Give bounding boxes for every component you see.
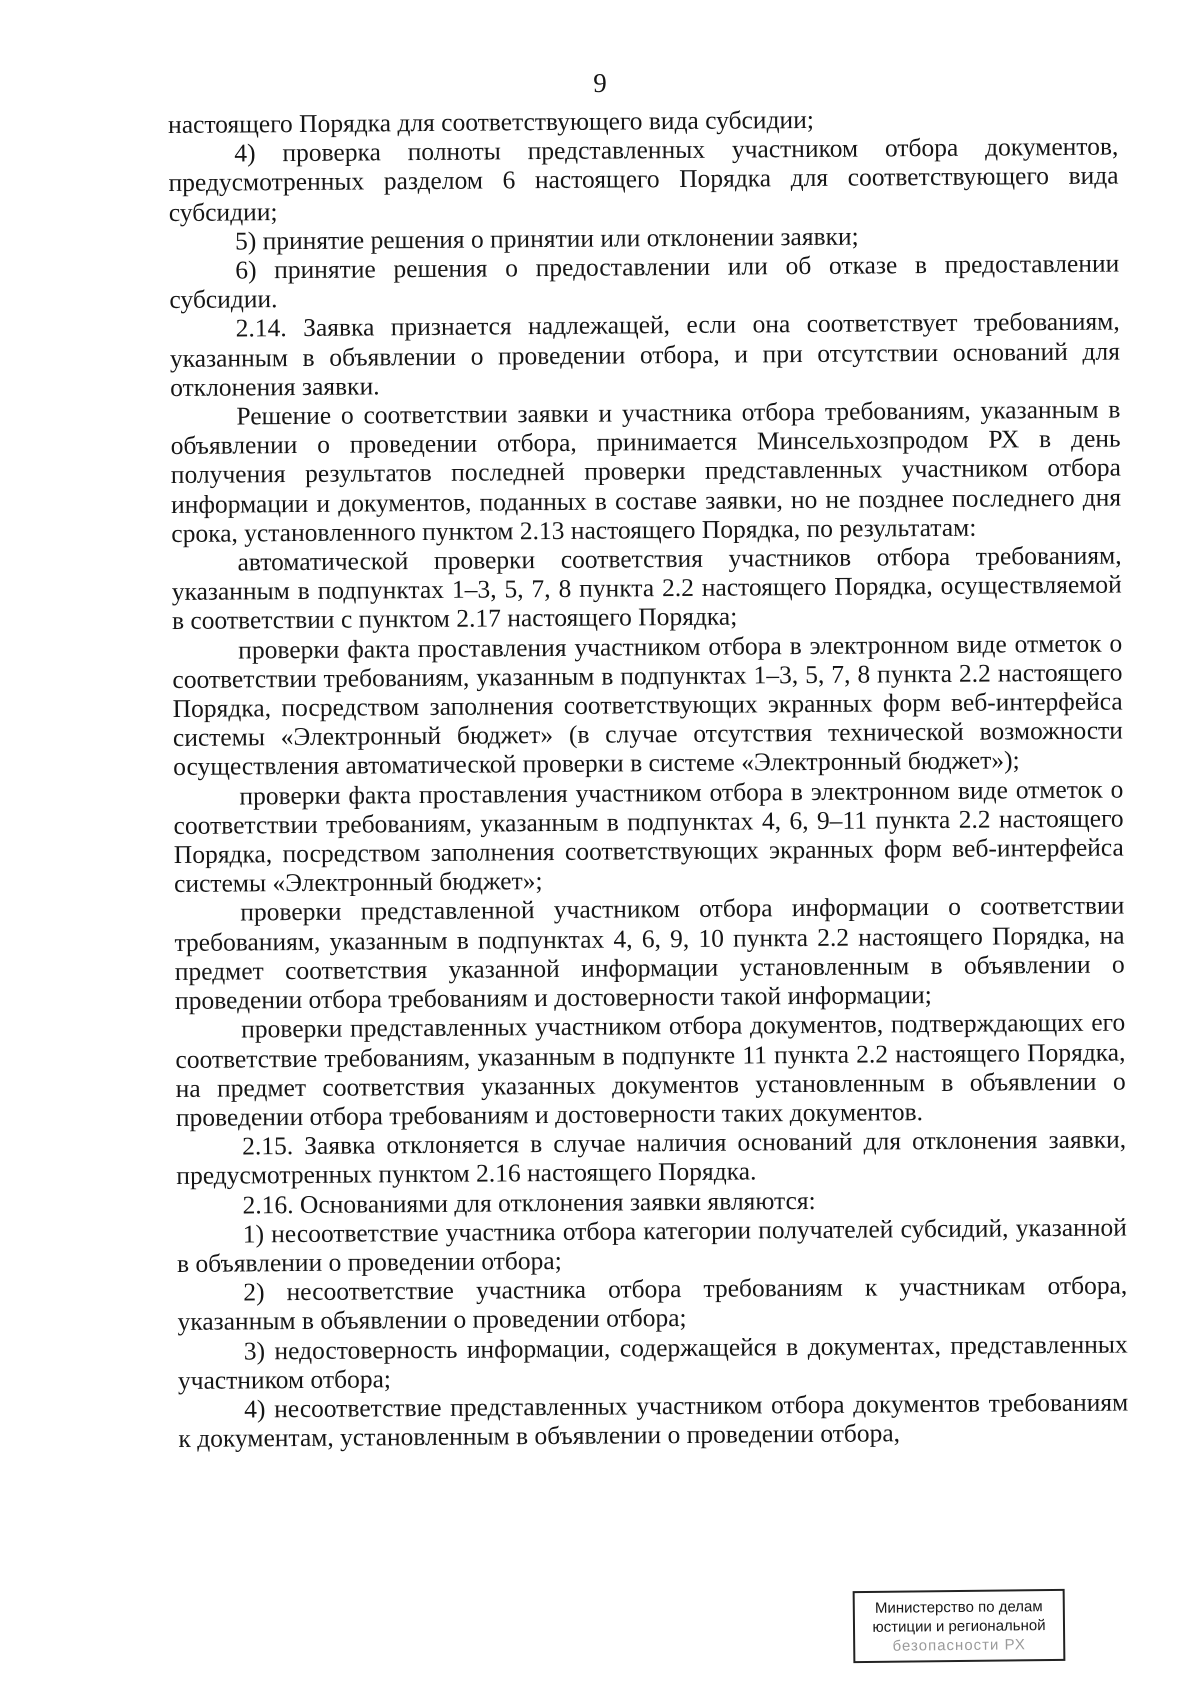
paragraph: автоматической проверки соответствия участников отбора требованиям, указанным в подпунктах 1–3, 5, 7, 8 пункта 2.2 настоящего Порядка, осуществляемой в соответствии с пунктом 2.17 настоящего Порядка; <box>171 540 1122 636</box>
paragraph: проверки представленных участником отбора документов, подтверждающих его соответствие требованиям, указанным в подпункте 11 пункта 2.2 настоящего Порядка, на предмет соответствия указанных документов установленным в объявлении о проведении отбора требованиям и достоверности таких документов. <box>175 1007 1126 1132</box>
paragraph: проверки представленной участником отбора информации о соответствии требованиям, указанным в подпунктах 4, 6, 9, 10 пункта 2.2 настоящего Порядка, на предмет соответствия указанной информации установленным в объявлении о проведении отбора требованиям и достоверности такой информации; <box>174 890 1125 1016</box>
paragraph: 5) принятие решения о принятии или отклонении заявки; <box>234 221 859 256</box>
stamp-line: юстиции и региональной <box>872 1617 1046 1636</box>
document-body <box>168 103 1129 1454</box>
paragraph: 2.15. Заявка отклоняется в случае наличия оснований для отклонения заявки, предусмотренных пунктом 2.16 настоящего Порядка. <box>176 1124 1127 1191</box>
paragraph: 6) принятие решения о предоставлении или об отказе в предоставлении субсидии. <box>169 248 1120 315</box>
paragraph: 2.14. Заявка признается надлежащей, если она соответствует требованиям, указанным в объявлении о проведении отбора, и при отсутствии оснований для отклонения заявки. <box>169 306 1121 402</box>
paragraph: проверки факта проставления участником отбора в электронном виде отметок о соответствии требованиям, указанным в подпунктах 1–3, 5, 7, 8 пункта 2.2 настоящего Порядка, посредством заполнения соответствующих экранных форм веб-интерфейса системы «Электронный бюджет» (в случае отсутствия технической возможности осуществления автоматической проверки в системе «Электронный бюджет»); <box>172 628 1124 782</box>
page-number: 9 <box>593 68 607 98</box>
stamp-line: Министерство по делам <box>874 1598 1043 1617</box>
paragraph: 1) несоответствие участника отбора категории получателей субсидий, указанной в объявлении о проведении отбора; <box>176 1212 1127 1278</box>
paragraph: 4) проверка полноты представленных участником отбора документов, предусмотренных разделом 6 настоящего Порядка для соответствующего вида субсидии; <box>168 131 1119 227</box>
paragraph: 2) несоответствие участника отбора требованиям к участникам отбора, указанным в объявлении о проведении отбора; <box>177 1270 1128 1337</box>
ministry-stamp <box>853 1589 1066 1663</box>
paragraph: Решение о соответствии заявки и участника отбора требованиям, указанным в объявлении о проведении отбора, принимается Минсельхозпродом РХ в день получения результатов последней проверки представленных участником отбора информации и документов, поданных в составе заявки, но не позднее последнего дня срока, установленного пунктом 2.13 настоящего Порядка, по результатам: <box>170 394 1122 548</box>
paragraph: проверки факта проставления участником отбора в электронном виде отметок о соответствии требованиям, указанным в подпунктах 4, 6, 9–11 пункта 2.2 настоящего Порядка, посредством заполнения соответствующих экранных форм веб-интерфейса системы «Электронный бюджет»; <box>173 774 1124 899</box>
stamp-line: безопасности РХ <box>892 1636 1026 1655</box>
paragraph: 2.16. Основаниями для отклонения заявки являются: <box>242 1185 816 1219</box>
paragraph: 4) несоответствие представленных участником отбора документов требованиям к документам, установленным в объявлении о проведении отбора, <box>178 1387 1129 1454</box>
paragraph: настоящего Порядка для соответствующего вида субсидии; <box>168 104 814 139</box>
paragraph: 3) недостоверность информации, содержащейся в документах, представленных участником отбора; <box>177 1329 1128 1395</box>
